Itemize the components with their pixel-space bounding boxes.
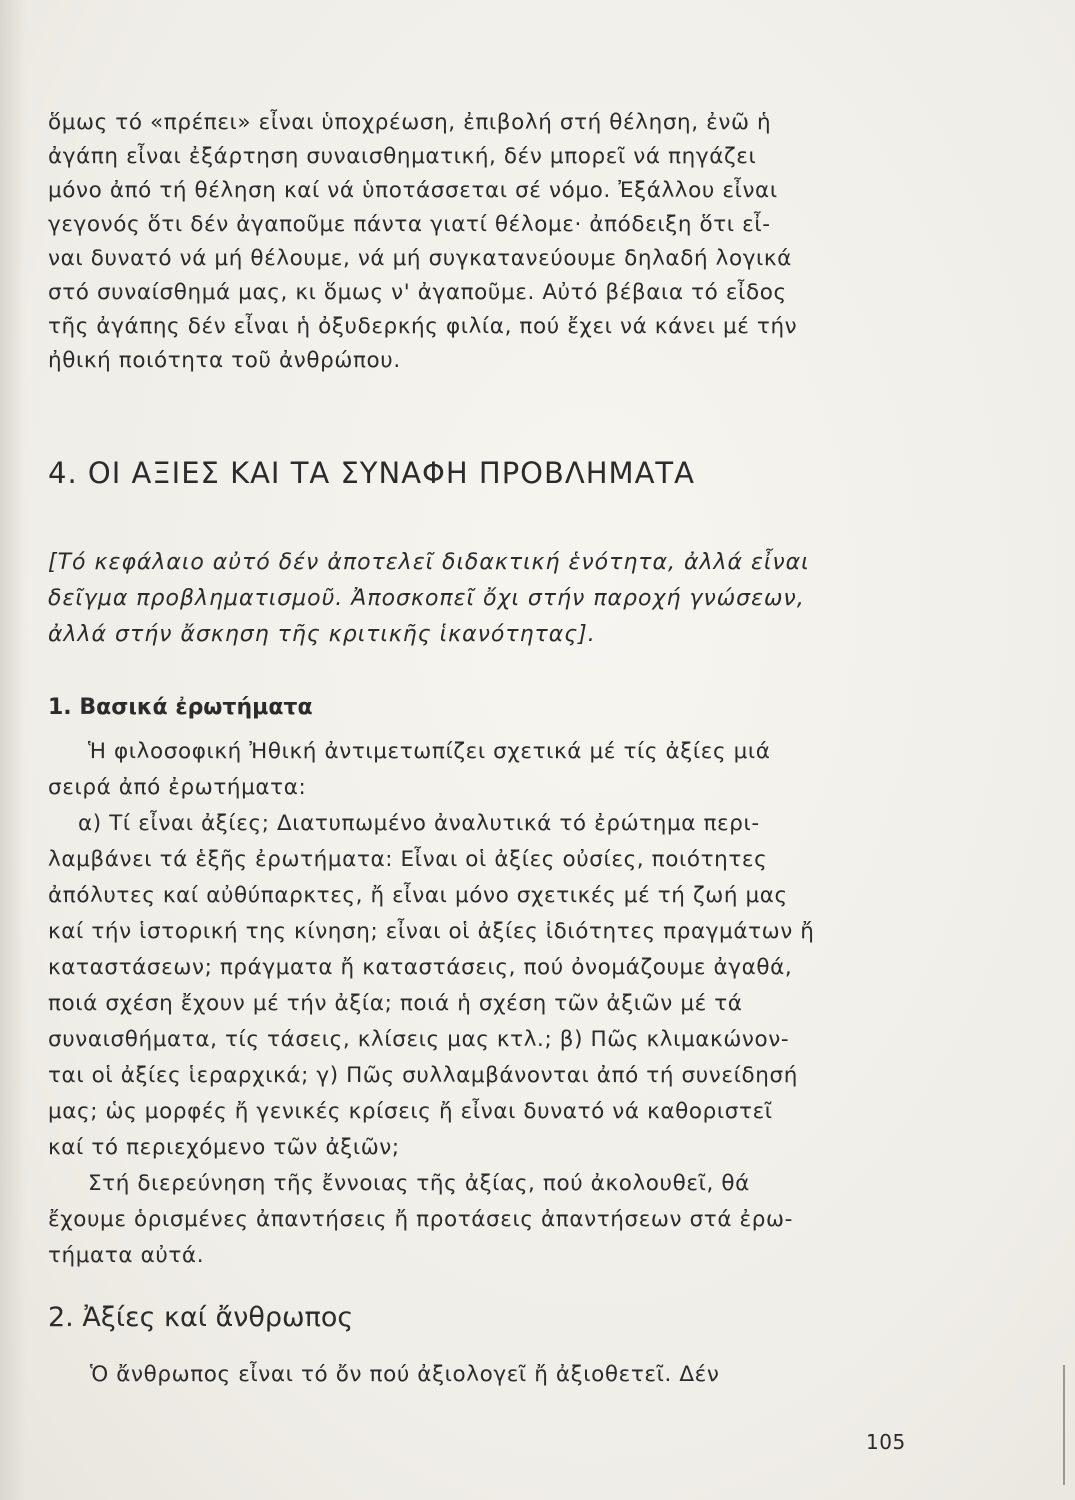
subsection-2-heading: 2. Ἀξίες καί ἄνθρωπος [48, 1302, 354, 1333]
text-line: στό συναίσθημά μας, κι ὅμως ν' ἀγαποῦμε. Αὐτό βέβαια τό εἶδος [48, 280, 787, 305]
text-line: λαμβάνει τά ἑξῆς ἐρωτήματα: Εἶναι οἱ ἀξίες οὐσίες, ποιότητες [48, 847, 768, 872]
text-line: ἠθική ποιότητα τοῦ ἀνθρώπου. [48, 348, 401, 373]
text-line: ποιά σχέση ἔχουν μέ τήν ἀξία; ποιά ἡ σχέση τῶν ἀξιῶν μέ τά [48, 991, 743, 1016]
text-line: ται οἱ ἀξίες ἱεραρχικά; γ) Πῶς συλλαμβάνονται ἀπό τή συνείδησή [48, 1063, 798, 1088]
note-line: [Τό κεφάλαιο αὐτό δέν ἀποτελεῖ διδακτική ἑνότητα, ἀλλά εἶναι [48, 550, 810, 575]
text-line: τῆς ἀγάπης δέν εἶναι ἡ ὀξυδερκής φιλία, πού ἔχει νά κάνει μέ τήν [48, 314, 798, 339]
page-edge-mark [1063, 1365, 1065, 1485]
text-line: καί τό περιεχόμενο τῶν ἀξιῶν; [48, 1135, 400, 1160]
text-line: τήματα αὐτά. [48, 1243, 205, 1268]
text-line: ἀγάπη εἶναι ἐξάρτηση συναισθηματική, δέν μπορεῖ νά πηγάζει [48, 144, 757, 169]
text-line: α) Τί εἶναι ἀξίες; Διατυπωμένο ἀναλυτικά τό ἐρώτημα περι- [78, 811, 760, 836]
note-line: ἀλλά στήν ἄσκηση τῆς κριτικῆς ἱκανότητας]. [48, 622, 596, 647]
note-line: δεῖγμα προβληματισμοῦ. Ἀποσκοπεῖ ὄχι στήν παροχή γνώσεων, [48, 586, 805, 611]
section-heading: 4. ΟΙ ΑΞΙΕΣ ΚΑΙ ΤΑ ΣΥΝΑΦΗ ΠΡΟΒΛΗΜΑΤΑ [48, 456, 695, 490]
text-line: ἀπόλυτες καί αὐθύπαρκτες, ἤ εἶναι μόνο σχετικές μέ τή ζωή μας [48, 883, 788, 908]
text-line: μας; ὡς μορφές ἤ γενικές κρίσεις ἤ εἶναι δυνατό νά καθοριστεῖ [48, 1099, 773, 1124]
text-line: Ἡ φιλοσοφική Ἠθική ἀντιμετωπίζει σχετικά μέ τίς ἀξίες μιά [88, 739, 771, 764]
text-line: καί τήν ἱστορική της κίνηση; εἶναι οἱ ἀξίες ἰδιότητες πραγμάτων ἤ [48, 919, 815, 944]
text-line: καταστάσεων; πράγματα ἤ καταστάσεις, πού ὀνομάζουμε ἀγαθά, [48, 955, 793, 980]
page-number: 105 [866, 1430, 906, 1454]
text-line: Ὁ ἄνθρωπος εἶναι τό ὄν πού ἀξιολογεῖ ἤ ἀξιοθετεῖ. Δέν [90, 1362, 720, 1387]
text-line: σειρά ἀπό ἐρωτήματα: [48, 775, 307, 800]
text-line: ναι δυνατό νά μή θέλουμε, νά μή συγκατανεύουμε δηλαδή λογικά [48, 246, 792, 271]
text-line: Στή διερεύνηση τῆς ἔννοιας τῆς ἀξίας, πού ἀκολουθεῖ, θά [88, 1171, 750, 1196]
page-spine-shadow [0, 0, 26, 1500]
subsection-1-heading: 1. Βασικά ἐρωτήματα [48, 695, 313, 720]
text-line: μόνο ἀπό τή θέληση καί νά ὑποτάσσεται σέ νόμο. Ἐξάλλου εἶναι [48, 178, 778, 203]
text-line: συναισθήματα, τίς τάσεις, κλίσεις μας κτλ.; β) Πῶς κλιμακώνον- [48, 1027, 790, 1052]
text-line: γεγονός ὅτι δέν ἀγαποῦμε πάντα γιατί θέλομε· ἀπόδειξη ὅτι εἶ- [48, 212, 771, 237]
text-line: ὅμως τό «πρέπει» εἶναι ὑποχρέωση, ἐπιβολή στή θέληση, ἐνῶ ἡ [48, 110, 772, 135]
text-line: ἔχουμε ὁρισμένες ἀπαντήσεις ἤ προτάσεις ἀπαντήσεων στά ἐρω- [48, 1207, 793, 1232]
